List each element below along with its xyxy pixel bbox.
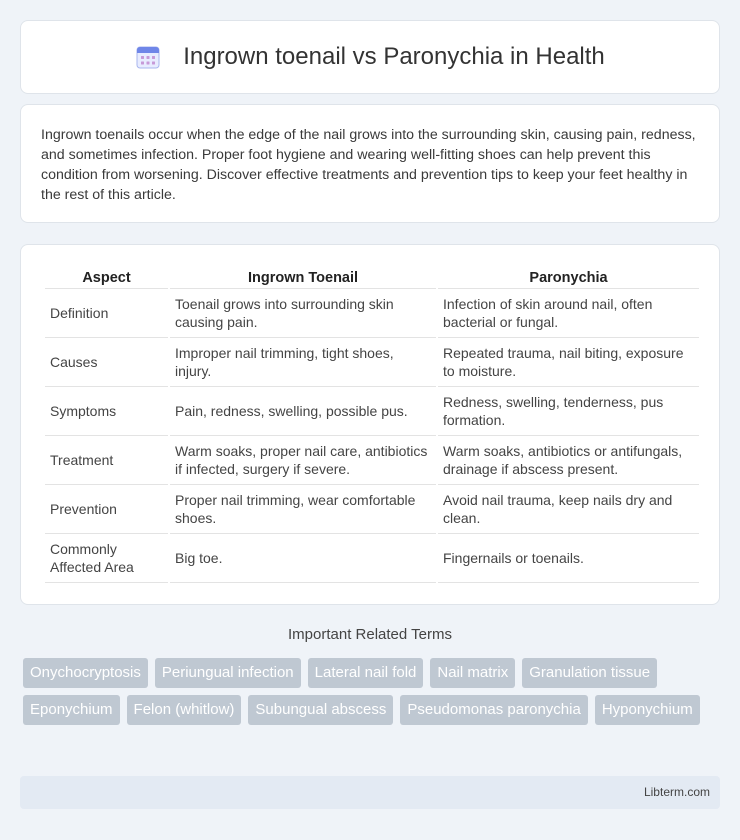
row-ingrown-value: Proper nail trimming, wear comfortable shoes. <box>170 485 436 534</box>
row-paronychia-value: Infection of skin around nail, often bacterial or fungal. <box>438 289 699 338</box>
footer <box>20 776 720 809</box>
table-row <box>45 387 699 436</box>
header-aspect: Aspect <box>45 263 168 289</box>
term-tag[interactable]: Felon (whitlow) <box>127 695 242 725</box>
comparison-table-card <box>20 244 720 605</box>
term-tag[interactable]: Pseudomonas paronychia <box>400 695 587 725</box>
comparison-table <box>43 263 701 583</box>
row-paronychia-value: Redness, swelling, tenderness, pus formation. <box>438 387 699 436</box>
header-paronychia: Paronychia <box>438 263 699 289</box>
term-tag[interactable]: Eponychium <box>23 695 120 725</box>
table-row <box>45 338 699 387</box>
row-paronychia-value: Repeated trauma, nail biting, exposure to moisture. <box>438 338 699 387</box>
row-ingrown-value: Pain, redness, swelling, possible pus. <box>170 387 436 436</box>
title-card <box>20 20 720 94</box>
intro-text: Ingrown toenails occur when the edge of the nail grows into the surrounding skin, causing pain, redness, and sometimes infection. Proper foot hygiene and wearing well-fitting shoes can help prevent this condition from worsening. Discover effective treatments and prevention tips to keep your feet healthy in the rest of this article. <box>41 127 696 203</box>
table-row <box>45 436 699 485</box>
row-aspect: Prevention <box>45 485 168 534</box>
header-ingrown-toenail: Ingrown Toenail <box>170 263 436 289</box>
page-title: Ingrown toenail vs Paronychia in Health <box>183 43 605 70</box>
term-tag[interactable]: Hyponychium <box>595 695 700 725</box>
calendar-icon <box>135 44 161 70</box>
row-paronychia-value: Fingernails or toenails. <box>438 534 699 583</box>
intro-card <box>20 104 720 223</box>
row-ingrown-value: Toenail grows into surrounding skin causing pain. <box>170 289 436 338</box>
related-terms-list <box>23 658 723 732</box>
row-ingrown-value: Big toe. <box>170 534 436 583</box>
term-tag[interactable]: Periungual infection <box>155 658 301 688</box>
row-paronychia-value: Warm soaks, antibiotics or antifungals, drainage if abscess present. <box>438 436 699 485</box>
term-tag[interactable]: Granulation tissue <box>522 658 657 688</box>
row-ingrown-value: Warm soaks, proper nail care, antibiotics if infected, surgery if severe. <box>170 436 436 485</box>
row-aspect: Commonly Affected Area <box>45 534 168 583</box>
row-aspect: Symptoms <box>45 387 168 436</box>
row-paronychia-value: Avoid nail trauma, keep nails dry and clean. <box>438 485 699 534</box>
row-ingrown-value: Improper nail trimming, tight shoes, injury. <box>170 338 436 387</box>
row-aspect: Causes <box>45 338 168 387</box>
table-row <box>45 485 699 534</box>
related-terms-title: Important Related Terms <box>288 626 452 643</box>
table-row <box>45 289 699 338</box>
table-row <box>45 534 699 583</box>
term-tag[interactable]: Nail matrix <box>430 658 515 688</box>
term-tag[interactable]: Lateral nail fold <box>308 658 424 688</box>
footer-site-link[interactable]: Libterm.com <box>643 785 710 799</box>
table-header-row <box>45 263 699 289</box>
row-aspect: Treatment <box>45 436 168 485</box>
row-aspect: Definition <box>45 289 168 338</box>
term-tag[interactable]: Subungual abscess <box>248 695 393 725</box>
term-tag[interactable]: Onychocryptosis <box>23 658 148 688</box>
